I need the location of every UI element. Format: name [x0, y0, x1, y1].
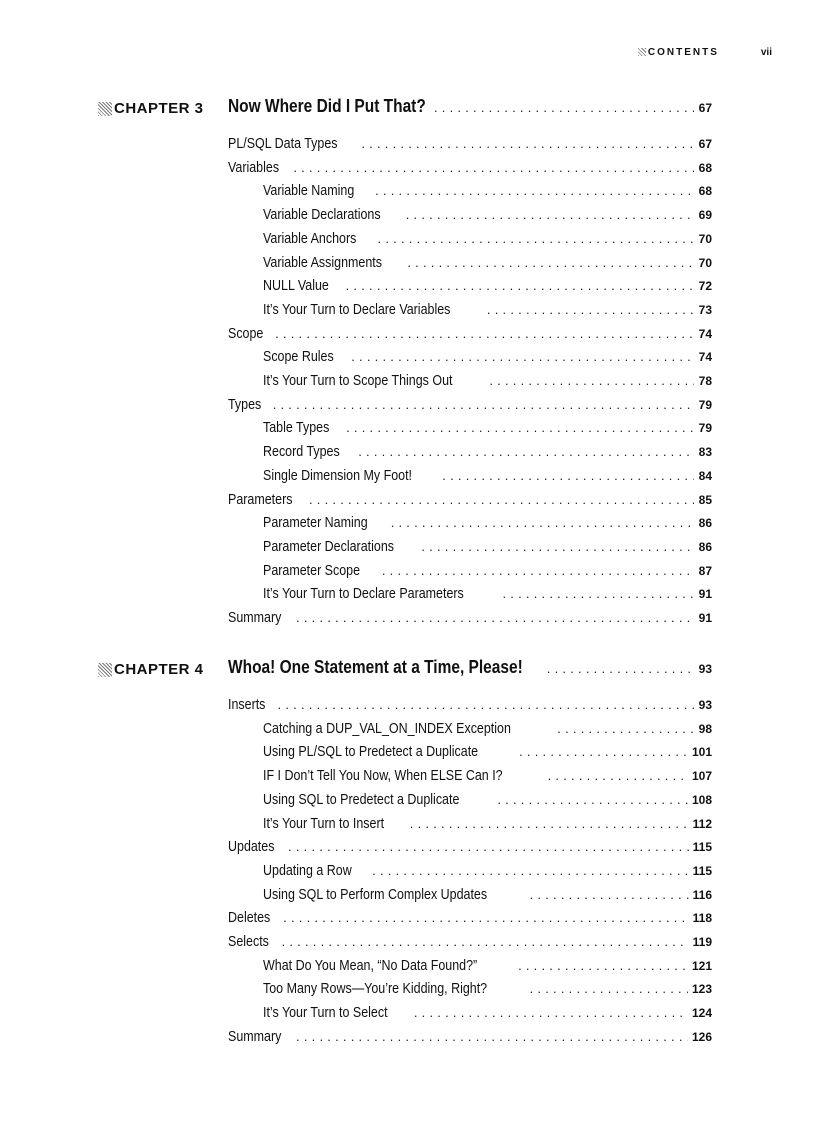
toc-entry-title: Variable Assignments [263, 254, 382, 271]
toc-entry-page: 79 [698, 421, 712, 436]
toc-entry-title: Types [228, 396, 262, 413]
toc-entry-title: Variable Declarations [263, 207, 381, 224]
toc-entry[interactable] [228, 160, 712, 184]
toc-entry[interactable] [228, 397, 712, 421]
toc-entry[interactable] [228, 697, 712, 721]
toc-entry-page: 70 [698, 255, 712, 270]
chapter-label [98, 100, 204, 117]
dot-leader [309, 492, 694, 507]
toc-entry-page: 74 [698, 326, 712, 341]
dot-leader [283, 910, 688, 925]
toc-entry-page: 79 [698, 397, 712, 412]
toc-entry-title: Selects [228, 934, 269, 950]
toc-entry-title: Using SQL to Perform Complex Updates [263, 886, 488, 903]
toc-entry[interactable] [263, 515, 712, 539]
toc-entry-title: Inserts [228, 697, 266, 713]
toc-entry[interactable] [263, 768, 712, 792]
dot-leader [497, 792, 688, 807]
toc-entry[interactable] [263, 958, 712, 982]
toc-entry-title: Using SQL to Predetect a Duplicate [263, 791, 460, 808]
toc-entry[interactable] [263, 816, 712, 840]
toc-entry[interactable] [263, 563, 712, 587]
chapter-title-row[interactable] [228, 657, 712, 678]
chapter-page: 67 [698, 101, 712, 115]
dot-leader [421, 539, 694, 554]
toc-entry[interactable] [228, 326, 712, 350]
dot-leader [273, 397, 694, 412]
toc-entry-page: 98 [698, 721, 712, 736]
dot-leader [361, 136, 694, 151]
toc-entry[interactable] [263, 468, 712, 492]
toc-entry-title: It’s Your Turn to Declare Variables [263, 301, 451, 318]
toc-entry[interactable] [228, 1029, 712, 1053]
section-label [638, 47, 719, 58]
toc-entry-page: 91 [698, 611, 712, 625]
dot-leader [519, 744, 688, 759]
toc-entry-title: It’s Your Turn to Insert [263, 815, 385, 832]
toc-entry[interactable] [263, 302, 712, 326]
dot-leader [548, 768, 688, 783]
toc-entry-page: 112 [692, 816, 712, 831]
hatch-marker-icon [98, 102, 112, 116]
toc-entry-page: 68 [698, 184, 712, 199]
toc-entry[interactable] [228, 910, 712, 934]
toc-entry-title: Summary [228, 610, 282, 626]
toc-entry-page: 86 [698, 516, 712, 531]
dot-leader [293, 160, 694, 175]
dot-leader [382, 563, 694, 578]
toc-entry[interactable] [228, 136, 712, 160]
toc-entry-page: 69 [698, 208, 712, 223]
toc-entry[interactable] [228, 934, 712, 958]
dot-leader [442, 468, 694, 483]
toc-entry-title: Table Types [263, 420, 330, 437]
dot-leader [358, 444, 694, 459]
toc-entry[interactable] [263, 981, 712, 1005]
toc-entry[interactable] [263, 420, 712, 444]
toc-entry-title: Too Many Rows—You’re Kidding, Right? [263, 981, 488, 998]
toc-entry-title: IF I Don’t Tell You Now, When ELSE Can I? [263, 768, 503, 785]
toc-entry[interactable] [263, 586, 712, 610]
hatch-marker-icon [638, 48, 646, 56]
toc-entry-page: 119 [692, 935, 712, 949]
toc-entry[interactable] [263, 183, 712, 207]
toc-entry-page: 70 [698, 231, 712, 246]
chapter-title: Whoa! One Statement at a Time, Please! [228, 657, 523, 677]
toc-entry-page: 87 [698, 563, 712, 578]
chapter-label-text: CHAPTER 4 [114, 661, 204, 678]
toc-entry-page: 67 [698, 137, 712, 151]
toc-entry-title: PL/SQL Data Types [228, 136, 338, 152]
toc-entry-title: Using PL/SQL to Predetect a Duplicate [263, 744, 479, 761]
toc-entry-title: Summary [228, 1028, 282, 1045]
hatch-marker-icon [98, 663, 112, 677]
toc-entry[interactable] [228, 492, 712, 516]
toc-entry-title: Scope Rules [263, 349, 334, 366]
toc-entry-page: 121 [691, 958, 712, 973]
dot-leader [375, 183, 694, 198]
dot-leader [414, 1005, 688, 1020]
toc-entry-title: Variable Naming [263, 183, 355, 200]
toc-entry-page: 124 [691, 1006, 712, 1021]
toc-entry-title: It’s Your Turn to Scope Things Out [263, 373, 453, 389]
toc-entry-page: 84 [698, 468, 712, 483]
toc-entry-title: Variables [228, 159, 280, 176]
dot-leader [530, 887, 689, 902]
dot-leader [407, 255, 694, 270]
dot-leader [378, 231, 694, 246]
toc-entry-page: 115 [692, 840, 712, 855]
dot-leader [346, 420, 694, 435]
toc-entry-page: 73 [698, 302, 712, 317]
toc-entry-title: Parameter Scope [263, 562, 361, 579]
toc-entry-page: 72 [698, 279, 712, 294]
toc-entry-page: 78 [698, 374, 712, 388]
dot-leader [530, 981, 688, 996]
dot-leader [391, 515, 694, 530]
toc-entry-title: Scope [228, 325, 264, 342]
toc-entry-title: Record Types [263, 444, 340, 461]
dot-leader [557, 721, 694, 736]
chapter-title: Now Where Did I Put That? [228, 96, 426, 116]
toc-entry-title: It’s Your Turn to Declare Parameters [263, 586, 464, 603]
toc-entry[interactable] [263, 373, 712, 397]
dot-leader [296, 1029, 688, 1044]
page-number: vii [760, 46, 772, 58]
toc-entry[interactable] [263, 863, 712, 887]
toc-entry-page: 68 [698, 160, 712, 175]
dot-leader [547, 661, 694, 676]
toc-entry[interactable] [263, 539, 712, 563]
chapter-page: 93 [698, 662, 712, 676]
toc-entry-title: NULL Value [263, 278, 329, 295]
toc-entry[interactable] [263, 444, 712, 468]
toc-entry-title: Parameter Declarations [263, 538, 395, 555]
toc-entry-page: 101 [691, 745, 712, 760]
toc-entry[interactable] [228, 839, 712, 863]
dot-leader [278, 697, 694, 712]
toc-entry-page: 108 [691, 792, 712, 807]
dot-leader [288, 839, 689, 854]
toc-entry[interactable] [263, 231, 712, 255]
toc-entry[interactable] [263, 721, 712, 745]
dot-leader [487, 302, 694, 317]
toc-entry[interactable] [263, 1005, 712, 1029]
toc-entry-page: 86 [698, 539, 712, 554]
toc-entry-page: 126 [691, 1029, 712, 1044]
running-header [638, 44, 772, 60]
dot-leader [502, 586, 694, 601]
toc-entry[interactable] [263, 255, 712, 279]
toc-entry[interactable] [263, 887, 712, 911]
dot-leader [434, 100, 694, 115]
toc-entry-title: Variable Anchors [263, 230, 357, 247]
toc-entry-page: 118 [692, 911, 712, 926]
toc-entry[interactable] [263, 349, 712, 373]
toc-entry-title: It’s Your Turn to Select [263, 1005, 388, 1022]
chapter-label [98, 661, 204, 678]
toc-entry-title: Catching a DUP_VAL_ON_INDEX Exception [263, 720, 511, 737]
toc-entry-title: Parameter Naming [263, 515, 368, 532]
toc-entry-page: 107 [691, 769, 712, 784]
section-label-text: CONTENTS [647, 46, 719, 58]
dot-leader [296, 610, 694, 625]
toc-entry-title: Deletes [228, 910, 271, 927]
dot-leader [410, 816, 689, 831]
dot-leader [518, 958, 688, 973]
toc-entry-title: What Do You Mean, “No Data Found?” [263, 957, 478, 974]
toc-entry[interactable] [228, 610, 712, 634]
dot-leader [372, 863, 688, 878]
toc-entry[interactable] [263, 792, 712, 816]
toc-entry-page: 123 [691, 982, 712, 997]
chapter-label-text: CHAPTER 3 [114, 100, 204, 117]
toc-entry[interactable] [263, 278, 712, 302]
toc-entry-page: 85 [698, 492, 712, 507]
dot-leader [489, 373, 694, 388]
toc-entry-title: Updating a Row [263, 862, 352, 879]
toc-entry[interactable] [263, 744, 712, 768]
toc-entry[interactable] [263, 207, 712, 231]
dot-leader [282, 934, 689, 949]
toc-entry-page: 93 [698, 698, 712, 712]
dot-leader [351, 349, 694, 364]
toc-entry-title: Single Dimension My Foot! [263, 467, 413, 484]
toc-entry-page: 115 [692, 863, 712, 878]
dot-leader [275, 326, 694, 341]
toc-entry-page: 116 [692, 887, 712, 902]
toc-entry-page: 74 [698, 350, 712, 365]
dot-leader [406, 207, 694, 222]
toc-entry-title: Parameters [228, 491, 293, 508]
chapter-title-row[interactable] [228, 96, 712, 117]
toc-entry-title: Updates [228, 839, 275, 856]
toc-entry-page: 91 [698, 587, 712, 602]
toc-entry-page: 83 [698, 445, 712, 460]
dot-leader [346, 278, 694, 293]
